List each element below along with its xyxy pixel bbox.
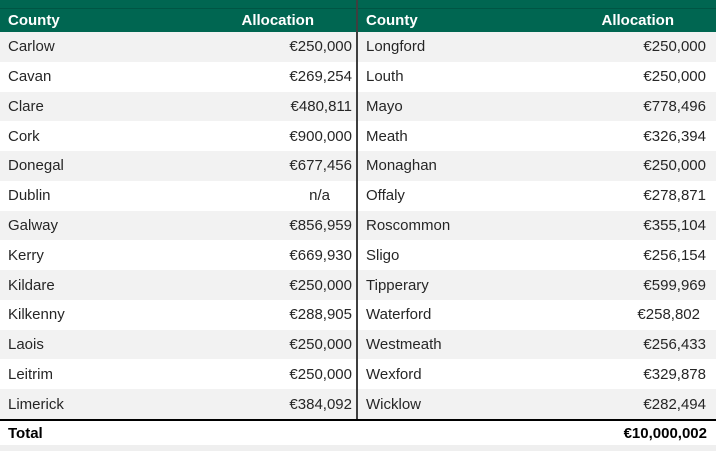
county-column-header: County [8, 12, 60, 29]
county-cell: Carlow [8, 38, 55, 56]
header-top-strip [358, 0, 716, 9]
table-row [0, 32, 356, 62]
allocation-cell: €677,456 [289, 157, 352, 175]
table-row [0, 151, 356, 181]
county-cell: Kerry [8, 246, 44, 264]
table-left-rows [0, 32, 356, 419]
county-cell: Kildare [8, 276, 55, 294]
table-row [358, 181, 716, 211]
table-row [0, 330, 356, 360]
table-row [0, 240, 356, 270]
table-row [0, 359, 356, 389]
county-cell: Wicklow [366, 395, 421, 413]
allocation-cell: €599,969 [643, 276, 706, 294]
allocation-column-header: Allocation [241, 12, 314, 29]
allocation-cell: €480,811 [290, 97, 352, 115]
allocation-cell: €900,000 [289, 127, 352, 145]
county-cell: Longford [366, 38, 426, 56]
table-row [358, 32, 716, 62]
allocation-cell: €329,878 [643, 365, 706, 383]
county-cell: Cork [8, 127, 40, 145]
table-row [358, 62, 716, 92]
county-cell: Kilkenny [8, 306, 65, 324]
county-cell: Tipperary [366, 276, 429, 294]
allocation-cell: €384,092 [289, 395, 352, 413]
allocation-cell: €269,254 [289, 68, 352, 86]
allocation-cell: €355,104 [643, 216, 706, 234]
table-row [0, 300, 356, 330]
table-row [358, 359, 716, 389]
county-cell: Sligo [366, 246, 400, 264]
allocation-cell: €250,000 [289, 365, 352, 383]
table-row [0, 181, 356, 211]
allocation-cell: n/a [309, 187, 330, 205]
county-cell: Cavan [8, 68, 52, 86]
table-left [0, 0, 356, 419]
county-cell: Leitrim [8, 365, 54, 383]
table-row [358, 330, 716, 360]
table-row [358, 270, 716, 300]
table-row [358, 92, 716, 122]
allocation-cell: €258,802 [637, 306, 700, 324]
table-row [358, 211, 716, 241]
table-row [0, 389, 356, 419]
table-row [0, 62, 356, 92]
header-top-strip [0, 0, 356, 9]
county-cell: Limerick [8, 395, 64, 413]
allocation-cell: €288,905 [289, 306, 352, 324]
county-cell: Waterford [366, 306, 432, 324]
table-row [358, 389, 716, 419]
total-row [0, 419, 716, 445]
allocation-cell: €256,433 [643, 336, 706, 354]
county-cell: Galway [8, 216, 59, 234]
header-row [358, 9, 716, 32]
county-cell: Clare [8, 97, 44, 115]
allocation-cell: €250,000 [643, 157, 706, 175]
allocation-cell: €856,959 [289, 216, 352, 234]
table-row [358, 121, 716, 151]
county-cell: Laois [8, 336, 44, 354]
allocation-cell: €326,394 [643, 127, 706, 145]
table-row [358, 240, 716, 270]
allocation-cell: €250,000 [643, 38, 706, 56]
allocation-cell: €256,154 [643, 246, 706, 264]
table-row [0, 211, 356, 241]
allocation-cell: €250,000 [289, 336, 352, 354]
county-cell: Mayo [366, 97, 403, 115]
header-row [0, 9, 356, 32]
allocation-cell: €250,000 [289, 276, 352, 294]
county-cell: Roscommon [366, 216, 451, 234]
table-row [0, 121, 356, 151]
table-right-rows [358, 32, 716, 419]
total-value: €10,000,002 [623, 424, 707, 442]
county-cell: Monaghan [366, 157, 437, 175]
allocation-cell: €250,000 [289, 38, 352, 56]
county-cell: Offaly [366, 187, 405, 205]
county-column-header: County [366, 12, 418, 29]
allocation-cell: €669,930 [289, 246, 352, 264]
county-cell: Louth [366, 68, 404, 86]
table-left-header [0, 0, 356, 32]
county-cell: Dublin [8, 187, 51, 205]
allocation-cell: €778,496 [643, 97, 706, 115]
county-cell: Wexford [366, 365, 422, 383]
table-right [358, 0, 716, 419]
county-cell: Donegal [8, 157, 64, 175]
table-right-header [358, 0, 716, 32]
table-row [0, 270, 356, 300]
table-row [358, 300, 716, 330]
total-label: Total [8, 424, 43, 442]
table-row [0, 92, 356, 122]
bottom-strip [0, 445, 716, 451]
county-cell: Westmeath [366, 336, 442, 354]
table-row [358, 151, 716, 181]
county-cell: Meath [366, 127, 408, 145]
allocation-column-header: Allocation [601, 12, 674, 29]
allocation-cell: €250,000 [643, 68, 706, 86]
allocation-cell: €282,494 [643, 395, 706, 413]
allocation-cell: €278,871 [643, 187, 706, 205]
